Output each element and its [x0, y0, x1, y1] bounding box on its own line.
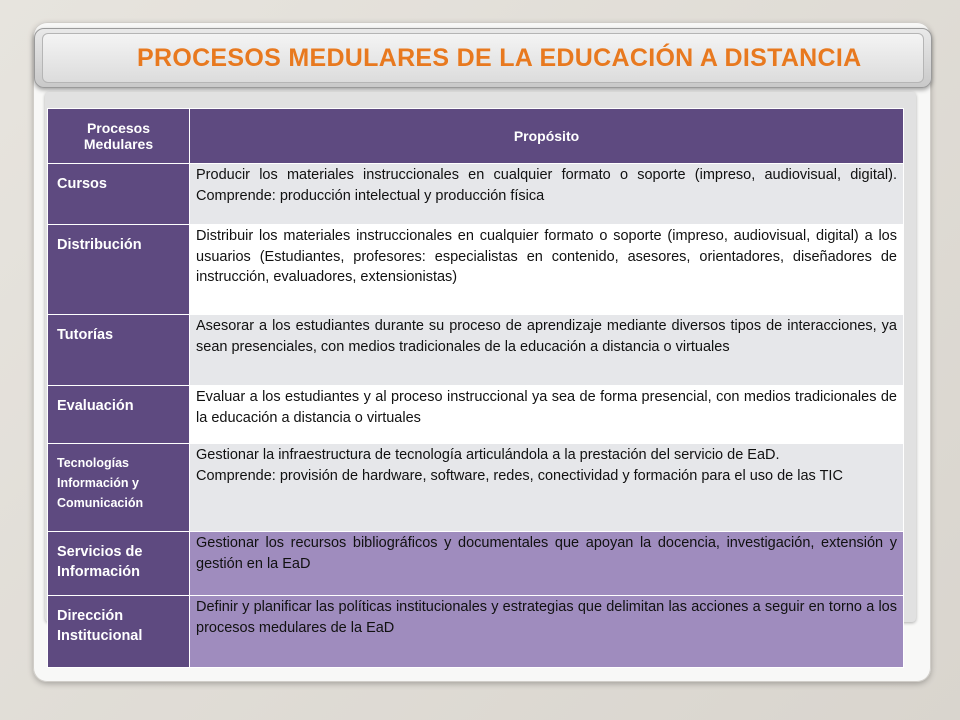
row-label-line: Evaluación [57, 398, 134, 414]
table-header-row [48, 109, 904, 164]
row-label-line: Información [57, 564, 140, 580]
slide-title: PROCESOS MEDULARES DE LA EDUCACIÓN A DISTANCIA [137, 44, 862, 72]
table-row-evaluacion [48, 386, 904, 444]
table-row-tic [48, 444, 904, 532]
header-processes-line-2: Medulares [83, 136, 154, 152]
table-row-cursos [48, 164, 904, 225]
row-label-servicios [48, 532, 190, 596]
row-label-direccion [48, 596, 190, 668]
row-label-line: Información y [57, 476, 139, 490]
row-label-line: Tutorías [57, 327, 114, 343]
row-label-cursos [48, 164, 190, 225]
row-text-cursos: Producir los materiales instruccionales en cualquier formato o soporte (impreso, audiovisual, digital). Comprende: producción intelectual y producción física [190, 164, 904, 225]
row-label-line: Servicios de [57, 544, 143, 560]
row-label-line: Institucional [57, 628, 143, 644]
header-processes [48, 109, 190, 164]
row-text-tic-part-1: Gestionar la infraestructura de tecnología articulándola a la prestación del servicio de EaD. [196, 447, 780, 463]
row-label-evaluacion [48, 386, 190, 444]
processes-table-wrapper [47, 108, 903, 668]
row-text-servicios: Gestionar los recursos bibliográficos y documentales que apoyan la docencia, investigación, extensión y gestión en la EaD [190, 532, 904, 596]
row-label-line: Tecnologías [57, 456, 130, 470]
row-label-tutorias [48, 315, 190, 386]
table-row-direccion [48, 596, 904, 668]
processes-table [47, 108, 904, 668]
row-text-direccion: Definir y planificar las políticas institucionales y estrategias que delimitan las acciones a seguir en torno a los procesos medulares de la EaD [190, 596, 904, 668]
table-row-servicios [48, 532, 904, 596]
row-text-distribucion: Distribuir los materiales instruccionales en cualquier formato o soporte (impreso, audiovisual, digital) a los usuarios (Estudiantes, profesores: especialistas en contenido, asesores, orientadores, diseñadores de instrucción, evaluadores, extensionistas) [190, 225, 904, 315]
header-purpose: Propósito [190, 109, 904, 164]
header-processes-line-1: Procesos [86, 120, 151, 136]
row-text-tic [190, 444, 904, 532]
row-label-line: Comunicación [57, 496, 144, 510]
row-label-tic [48, 444, 190, 532]
row-label-distribucion [48, 225, 190, 315]
row-text-tic-part-2: Comprende: provisión de hardware, software, redes, conectividad y formación para el uso de las TIC [196, 467, 843, 484]
table-row-tutorias [48, 315, 904, 386]
row-label-line: Dirección [57, 608, 124, 624]
row-text-evaluacion: Evaluar a los estudiantes y al proceso instruccional ya sea de forma presencial, con medios tradicionales de la educación a distancia o virtuales [190, 386, 904, 444]
row-text-tutorias: Asesorar a los estudiantes durante su proceso de aprendizaje mediante diversos tipos de interacciones, ya sean presenciales, con medios tradicionales de la educación a distancia o virtuales [190, 315, 904, 386]
table-row-distribucion [48, 225, 904, 315]
row-label-line: Cursos [57, 176, 107, 192]
row-label-line: Distribución [57, 237, 142, 253]
